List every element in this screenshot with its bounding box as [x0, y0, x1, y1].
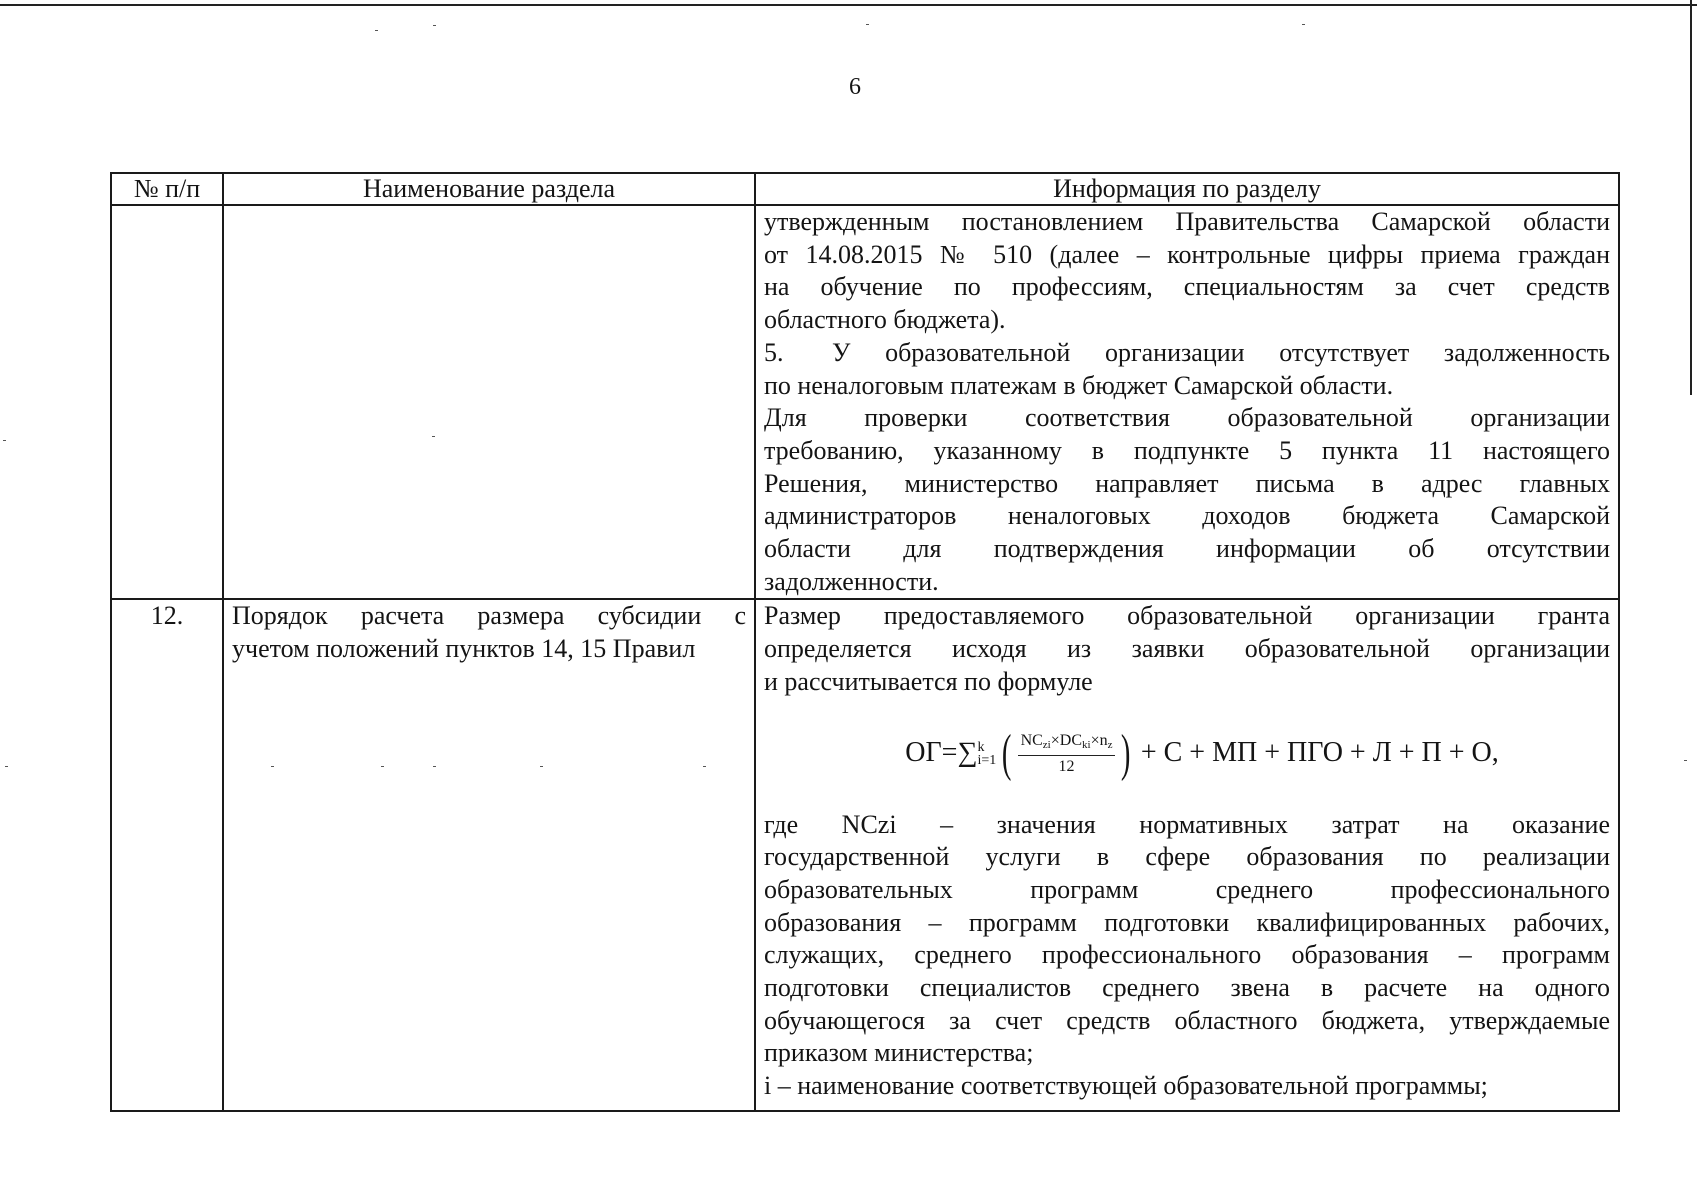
- text-line: по неналоговым платежам в бюджет Самарской области.: [764, 370, 1394, 400]
- scan-speck: [433, 25, 436, 26]
- right-paren: ): [1121, 724, 1131, 782]
- numerator-sub-zi: zi: [1042, 738, 1051, 751]
- sum-lower-limit: i=1: [977, 752, 997, 768]
- fraction-numerator: [1018, 732, 1116, 756]
- scan-speck: [375, 30, 378, 31]
- item-5: [764, 337, 1610, 370]
- header-section-name: Наименование раздела: [223, 173, 755, 205]
- text-line: служащих, среднего профессионального образования – программ: [764, 940, 1610, 970]
- right-scan-border: [1690, 0, 1692, 395]
- scan-speck: [3, 440, 6, 441]
- item-5-text: У образовательной организации отсутствует задолженность: [832, 337, 1610, 367]
- section-info-cell: [755, 205, 1619, 599]
- text-line: образовательных программ среднего профессионального: [764, 874, 1610, 904]
- section-name-cell: [223, 205, 755, 599]
- formula-lhs: ОГ=∑: [905, 737, 978, 769]
- text-line: задолженности.: [764, 566, 939, 596]
- scan-speck: [1302, 24, 1305, 25]
- row-number-cell: 12.: [111, 599, 223, 1111]
- numerator-nc: NC: [1020, 731, 1043, 749]
- section-name-cell: [223, 599, 755, 1111]
- text-line: Решения, министерство направляет письма в адрес главных: [764, 468, 1610, 498]
- grant-formula: [764, 699, 1610, 809]
- sum-upper-limit: k: [977, 739, 985, 755]
- page-number: 6: [849, 74, 861, 100]
- header-number: № п/п: [111, 173, 223, 205]
- numerator-n: ×n: [1090, 731, 1108, 749]
- text-line: от 14.08.2015 № 510 (далее – контрольные цифры приема граждан: [764, 239, 1610, 269]
- formula-rest: + С + МП + ПГО + Л + П + О,: [1140, 737, 1499, 769]
- item-5-number: 5.: [764, 337, 784, 367]
- scan-speck: [5, 766, 8, 767]
- text-line: обучающегося за счет средств областного бюджета, утверждаемые: [764, 1005, 1610, 1035]
- row-number-cell: [111, 205, 223, 599]
- scan-speck: [866, 24, 869, 25]
- numerator-sub-z: z: [1107, 738, 1113, 751]
- section-name-line: учетом положений пунктов 14, 15 Правил: [232, 634, 696, 664]
- text-line: подготовки специалистов среднего звена в расчете на одного: [764, 973, 1610, 1003]
- sum-limits: [977, 741, 996, 767]
- text-line: приказом министерства;: [764, 1038, 1034, 1068]
- text-line: области для подтверждения информации об отсутствии: [764, 534, 1610, 564]
- table-header-row: [111, 173, 1619, 205]
- text-line: и рассчитывается по формуле: [764, 666, 1093, 696]
- text-line: i – наименование соответствующей образовательной программы;: [764, 1071, 1488, 1101]
- text-line: определяется исходя из заявки образовательной организации: [764, 634, 1610, 664]
- numerator-dc: ×DC: [1050, 731, 1082, 749]
- table-row-12: [111, 599, 1619, 1111]
- section-name-line: Порядок расчета размера субсидии с: [232, 601, 746, 631]
- text-line: утвержденным постановлением Правительства Самарской области: [764, 207, 1610, 236]
- text-line: на обучение по профессиям, специальностям за счет средств: [764, 272, 1610, 302]
- text-line: Размер предоставляемого образовательной организации гранта: [764, 601, 1610, 631]
- sections-table: [110, 172, 1620, 1112]
- formula-fraction: [1018, 732, 1116, 776]
- text-line: где NCzi – значения нормативных затрат на оказание: [764, 809, 1610, 839]
- section-info-cell: [755, 599, 1619, 1111]
- table-row-continuation: [111, 205, 1619, 599]
- text-line: государственной услуги в сфере образования по реализации: [764, 842, 1610, 872]
- text-line: Для проверки соответствия образовательной организации: [764, 403, 1610, 433]
- scan-speck: [1684, 760, 1687, 761]
- text-line: образования – программ подготовки квалифицированных рабочих,: [764, 907, 1610, 937]
- left-paren: (: [1002, 724, 1012, 782]
- text-line: требованию, указанному в подпункте 5 пункта 11 настоящего: [764, 435, 1610, 465]
- top-scan-border: [0, 4, 1697, 6]
- text-line: областного бюджета).: [764, 305, 1006, 335]
- text-line: администраторов неналоговых доходов бюджета Самарской: [764, 501, 1610, 531]
- header-section-info: Информация по разделу: [755, 173, 1619, 205]
- numerator-sub-ki: ki: [1082, 738, 1091, 751]
- fraction-denominator: 12: [1058, 757, 1075, 775]
